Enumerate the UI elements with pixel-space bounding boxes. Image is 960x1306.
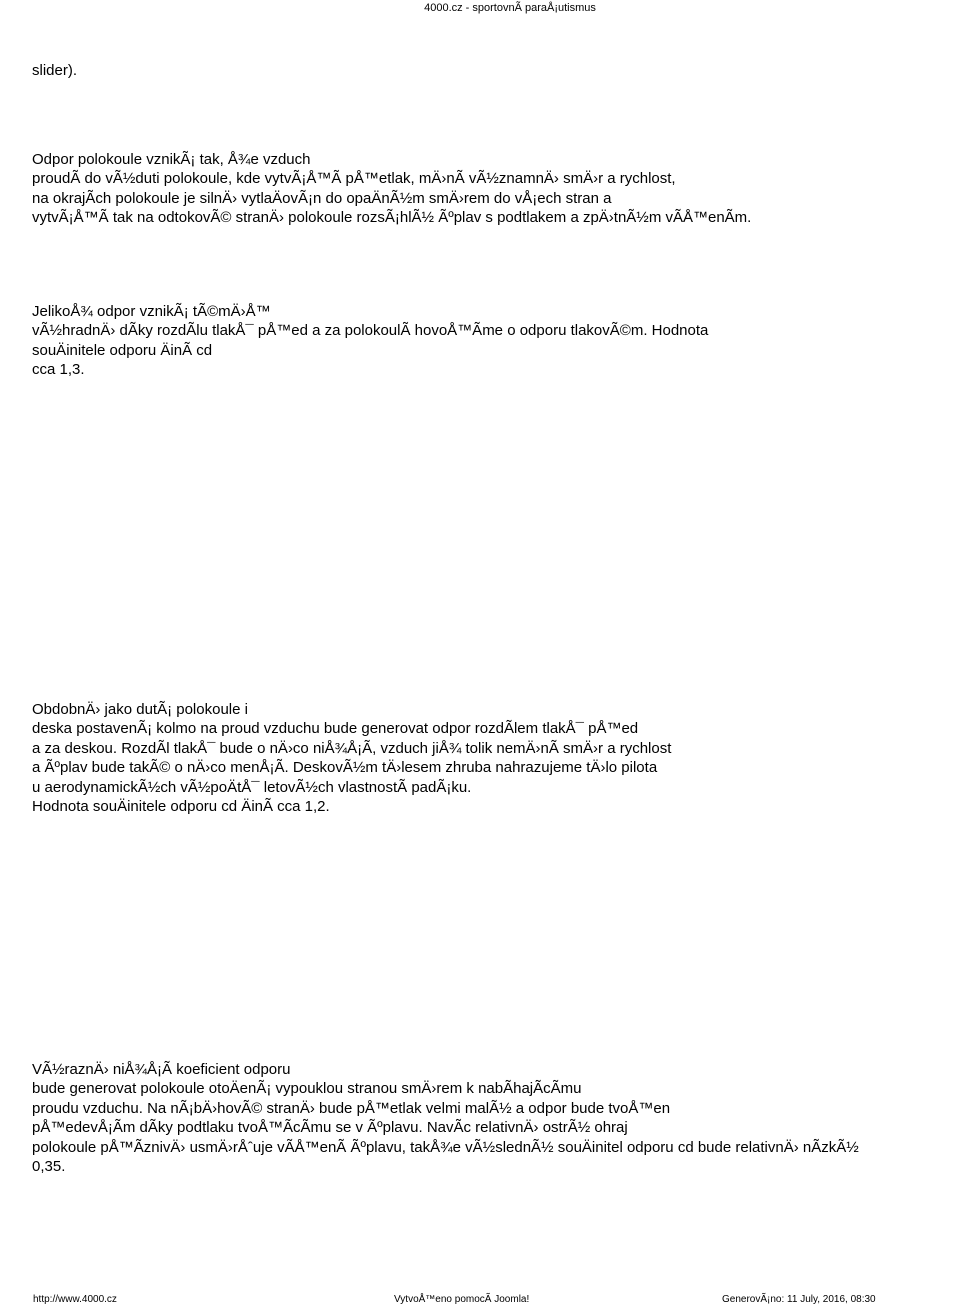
text-line: vytvÃ¡Å™Ã tak na odtokovÃ© stranÄ› polokoule rozsÃ¡hlÃ½ Ãºplav s podtlakem a zpÄ›tnÃ½m vÃÅ™enÃm. <box>32 209 752 227</box>
footer-generated-date: GenerovÃ¡no: 11 July, 2016, 08:30 <box>722 1294 876 1305</box>
text-line: deska postavenÃ¡ kolmo na proud vzduchu bude generovat odpor rozdÃlem tlakÅ¯ pÅ™ed <box>32 720 639 738</box>
text-line: 0,35. <box>32 1158 66 1176</box>
text-line: souÄinitele odporu ÄinÃ cd <box>32 341 213 359</box>
text-line: Odpor polokoule vznikÃ¡ tak, Å¾e vzduch <box>32 151 311 168</box>
text-line: a Ãºplav bude takÃ© o nÄ›co menÅ¡Ã. DeskovÃ½m tÄ›lesem zhruba nahrazujeme tÄ›lo pilota <box>32 759 658 777</box>
text-line: cca 1,3. <box>32 361 85 379</box>
paragraph-flat-plate <box>32 700 960 816</box>
paragraph-hemisphere-drag <box>32 150 960 228</box>
text-line: VÃ½raznÄ› niÅ¾Å¡Ã koeficient odporu <box>32 1061 291 1078</box>
text-line: polokoule pÅ™ÃznivÄ› usmÄ›rÅˆuje vÃÅ™enÃ Ãºplavu, takÅ¾e vÃ½slednÃ½ souÄinitel odporu cd bude relativnÄ› nÃzkÃ½ <box>32 1138 859 1156</box>
paragraph-pressure-drag <box>32 302 960 380</box>
page-header-title: 4000.cz - sportovnÃ paraÅ¡utismus <box>424 2 596 14</box>
text-line: JelikoÅ¾ odpor vznikÃ¡ tÃ©mÄ›Å™ <box>32 303 271 320</box>
text-line: bude generovat polokoule otoÄenÃ¡ vypouklou stranou smÄ›rem k nabÃhajÃcÃmu <box>32 1080 582 1098</box>
footer-url: http://www.4000.cz <box>33 1294 117 1305</box>
footer-made-with: VytvoÅ™eno pomocÃ Joomla! <box>394 1294 530 1305</box>
text-line: proudu vzduchu. Na nÃ¡bÄ›hovÃ© stranÄ› bude pÅ™etlak velmi malÃ½ a odpor bude tvoÅ™en <box>32 1099 671 1117</box>
text-line: na okrajÃch polokoule je silnÄ› vytlaÄovÃ¡n do opaÄnÃ½m smÄ›rem do vÅ¡ech stran a <box>32 189 612 207</box>
text-line: a za deskou. RozdÃl tlakÅ¯ bude o nÄ›co niÅ¾Å¡Ã, vzduch jiÅ¾ tolik nemÄ›nÃ smÄ›r a rychlost <box>32 739 672 757</box>
text-line: u aerodynamickÃ½ch vÃ½poÄtÅ¯ letovÃ½ch vlastnostÃ padÃ¡ku. <box>32 778 472 796</box>
text-line: pÅ™edevÅ¡Ãm dÃky podtlaku tvoÅ™ÃcÃmu se v Ãºplavu. NavÃc relativnÄ› ostrÃ½ ohraj <box>32 1119 628 1137</box>
page-footer <box>0 1293 960 1306</box>
paragraph-intro-fragment <box>32 61 960 80</box>
text-line: slider). <box>32 62 78 79</box>
text-line: proudÃ do vÃ½duti polokoule, kde vytvÃ¡Å™Ã pÅ™etlak, mÄ›nÃ vÃ½znamnÄ› smÄ›r a rychlost, <box>32 170 676 188</box>
text-line: Hodnota souÄinitele odporu cd ÄinÃ cca 1,2. <box>32 798 330 816</box>
text-line: vÃ½hradnÄ› dÃky rozdÃlu tlakÅ¯ pÅ™ed a za polokoulÃ hovoÅ™Ãme o odporu tlakovÃ©m. Hodnota <box>32 322 709 340</box>
text-line: ObdobnÄ› jako dutÃ¡ polokoule i <box>32 701 248 718</box>
paragraph-convex-hemisphere <box>32 1060 960 1176</box>
